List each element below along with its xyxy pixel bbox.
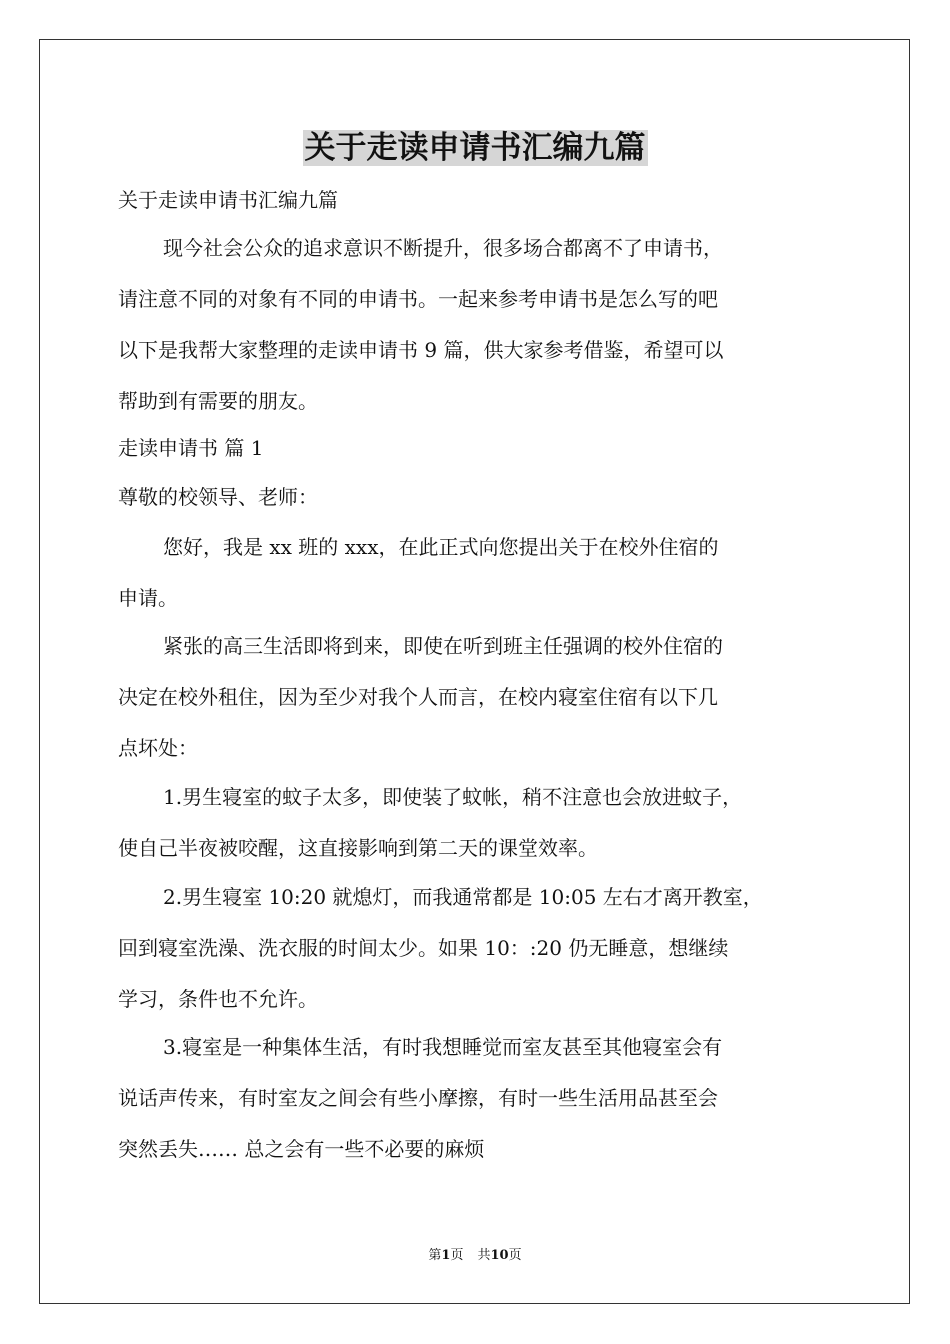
text-line: 1.男生寝室的蚊子太多，即使装了蚊帐，稍不注意也会放进蚊子， <box>163 785 743 809</box>
text-line: 学习，条件也不允许。 <box>118 987 318 1011</box>
text-line: 帮助到有需要的朋友。 <box>118 389 318 413</box>
document-title <box>0 126 950 170</box>
text-line: 2.男生寝室 10:20 就熄灯，而我通常都是 10:05 左右才离开教室， <box>163 885 763 909</box>
body-paragraph-3 <box>118 772 834 874</box>
text-line: 点坏处： <box>118 736 198 760</box>
text-line: 3.寝室是一种集体生活，有时我想睡觉而室友甚至其他寝室会有 <box>163 1035 723 1059</box>
body-paragraph-1 <box>118 522 834 624</box>
text-line: 使自己半夜被咬醒，这直接影响到第二天的课堂效率。 <box>118 836 598 860</box>
section-heading: 走读申请书 篇 1 <box>118 436 264 460</box>
total-pages-number: 10 <box>490 1248 509 1263</box>
text-line: 请注意不同的对象有不同的申请书。一起来参考申请书是怎么写的吧 <box>118 287 718 311</box>
body-paragraph-5 <box>118 1022 834 1175</box>
page-footer: 第1页 共10页 <box>428 1248 522 1263</box>
text-line: 您好，我是 xx 班的 xxx，在此正式向您提出关于在校外住宿的 <box>163 535 719 559</box>
text-line: 回到寝室洗澡、洗衣服的时间太少。如果 10：:20 仍无睡意，想继续 <box>118 936 729 960</box>
body-paragraph-2 <box>118 621 834 774</box>
text-line: 决定在校外租住，因为至少对我个人而言，在校内寝室住宿有以下几 <box>118 685 718 709</box>
text-line: 说话声传来，有时室友之间会有些小摩擦，有时一些生活用品甚至会 <box>118 1086 718 1110</box>
text-line: 以下是我帮大家整理的走读申请书 9 篇，供大家参考借鉴，希望可以 <box>118 338 724 362</box>
text-line: 现今社会公众的追求意识不断提升，很多场合都离不了申请书， <box>163 236 723 260</box>
text-line: 突然丢失…… 总之会有一些不必要的麻烦 <box>118 1137 485 1161</box>
intro-paragraph <box>118 223 834 427</box>
salutation: 尊敬的校领导、老师： <box>118 485 318 509</box>
text-line: 申请。 <box>118 586 178 610</box>
body-paragraph-4 <box>118 872 834 1025</box>
current-page-number: 1 <box>441 1248 451 1263</box>
subtitle: 关于走读申请书汇编九篇 <box>118 188 338 212</box>
document-title-text: 关于走读申请书汇编九篇 <box>304 130 646 166</box>
text-line: 紧张的高三生活即将到来，即使在听到班主任强调的校外住宿的 <box>163 634 723 658</box>
